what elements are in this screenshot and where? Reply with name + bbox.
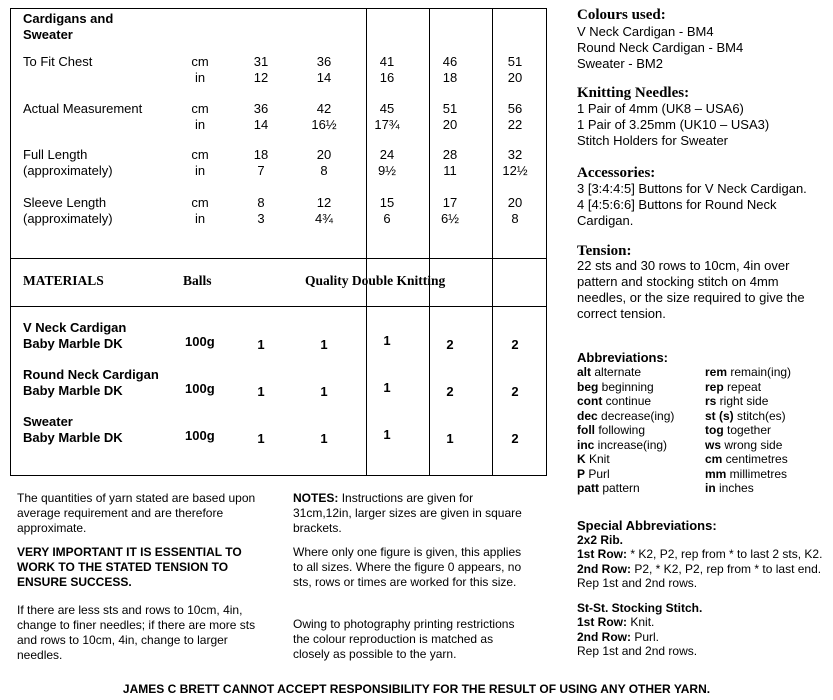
- materials-label: MATERIALS: [23, 273, 104, 288]
- abbreviation-meaning: repeat: [723, 379, 762, 394]
- colour-line: V Neck Cardigan - BM4: [577, 24, 714, 39]
- size-unit: in: [194, 211, 206, 226]
- size-value: 18: [442, 70, 458, 85]
- needles-list: [577, 101, 769, 149]
- size-value: 12: [316, 195, 332, 210]
- abbreviation-item: [577, 630, 659, 645]
- size-value: 12: [253, 70, 269, 85]
- size-value: 18: [253, 147, 269, 162]
- colour-line: Round Neck Cardigan - BM4: [577, 40, 744, 55]
- material-weight: 100g: [185, 381, 215, 396]
- abbreviations-heading: Abbreviations:: [577, 350, 669, 365]
- size-row-label: To Fit Chest: [23, 54, 93, 69]
- ball-count: 1: [320, 337, 328, 352]
- abbreviation-item: [705, 423, 791, 438]
- size-value: 36: [316, 54, 332, 69]
- abbreviation-item: [705, 452, 791, 467]
- abbreviation-meaning: continue: [602, 394, 652, 408]
- abbreviation-term: ws: [705, 437, 722, 452]
- rib-rows: [577, 547, 822, 576]
- abbreviation-meaning: P2, * K2, P2, rep from * to last end.: [631, 561, 822, 576]
- abbreviation-meaning: stitch(es): [733, 408, 786, 423]
- abbreviation-meaning: following: [595, 423, 646, 437]
- abbreviation-item: [577, 452, 674, 467]
- size-value: 31: [253, 54, 269, 69]
- tension-line: 22 sts and 30 rows to 10cm, 4in over: [577, 258, 790, 273]
- ball-count: 1: [257, 431, 265, 446]
- abbreviation-meaning: right side: [716, 394, 769, 408]
- size-value: 32: [507, 147, 523, 162]
- size-value: 45: [379, 101, 395, 116]
- rib-title: 2x2 Rib.: [577, 533, 624, 547]
- balls-label: Balls: [183, 273, 212, 288]
- material-yarn: Baby Marble DK: [23, 383, 123, 398]
- size-value: 16½: [311, 117, 337, 132]
- size-unit: cm: [191, 54, 209, 69]
- abbreviation-term: 2nd Row:: [577, 561, 631, 576]
- tension-text: [577, 258, 805, 322]
- ball-count: 2: [446, 384, 454, 399]
- abbreviation-item: [577, 547, 822, 562]
- notes-label: NOTES:: [293, 491, 339, 505]
- abbreviation-term: cm: [705, 452, 723, 466]
- abbreviation-term: 1st Row:: [577, 547, 628, 561]
- size-value: 8: [257, 195, 265, 210]
- abbreviation-meaning: alternate: [591, 365, 642, 379]
- abbreviation-term: alt: [577, 365, 592, 379]
- ball-count: 1: [257, 384, 265, 399]
- size-unit: in: [194, 117, 206, 132]
- abbreviation-term: cont: [577, 394, 603, 408]
- size-value: 14: [316, 70, 332, 85]
- size-unit: cm: [191, 195, 209, 210]
- abbreviation-item: [577, 438, 674, 453]
- abbreviation-meaning: increase(ing): [594, 437, 668, 452]
- colours-heading: Colours used:: [577, 7, 666, 23]
- abbreviation-item: [705, 467, 791, 482]
- size-value: 8: [511, 211, 519, 226]
- footer-disclaimer: JAMES C BRETT CANNOT ACCEPT RESPONSIBILITY FOR THE RESULT OF USING ANY OTHER YARN.: [122, 682, 711, 696]
- abbreviation-term: rem: [705, 365, 728, 379]
- size-row-label: Full Length (approximately): [23, 147, 113, 178]
- ball-count: 1: [383, 333, 391, 348]
- abbreviation-term: in: [705, 481, 716, 495]
- colours-list: [577, 24, 743, 72]
- rib-repeat: Rep 1st and 2nd rows.: [577, 576, 698, 590]
- material-yarn: Baby Marble DK: [23, 430, 123, 445]
- size-value: 20: [442, 117, 458, 132]
- stocking-stitch-repeat: Rep 1st and 2nd rows.: [577, 644, 698, 658]
- size-unit: in: [194, 70, 206, 85]
- ball-count: 1: [383, 380, 391, 395]
- ball-count: 1: [257, 337, 265, 352]
- needle-line: Stitch Holders for Sweater: [577, 133, 729, 148]
- abbreviation-item: [705, 380, 791, 395]
- abbreviations-left: [577, 365, 674, 496]
- size-value: 20: [507, 70, 523, 85]
- size-value: 46: [442, 54, 458, 69]
- material-name: Round Neck Cardigan: [23, 367, 159, 382]
- yarn-quality-label: Quality Double Knitting: [305, 273, 446, 288]
- note-photography: Owing to photography printing restrictions the colour reproduction is matched as closely as possible to the yarn.: [293, 617, 515, 661]
- stocking-stitch-rows: [577, 615, 659, 644]
- abbreviation-meaning: Knit.: [627, 615, 655, 629]
- abbreviation-term: foll: [577, 423, 595, 437]
- abbreviation-item: [577, 409, 674, 424]
- abbreviation-term: K: [577, 452, 586, 466]
- abbreviation-term: beg: [577, 379, 599, 394]
- material-weight: 100g: [185, 428, 215, 443]
- size-value: 42: [316, 101, 332, 116]
- needle-line: 1 Pair of 3.25mm (UK10 – USA3): [577, 117, 770, 132]
- size-row-label: Sleeve Length (approximately): [23, 195, 113, 226]
- material-yarn: Baby Marble DK: [23, 336, 123, 351]
- table-divider: [11, 306, 546, 307]
- size-value: 20: [507, 195, 523, 210]
- abbreviation-meaning: Knit: [585, 452, 610, 466]
- abbreviation-meaning: wrong side: [721, 437, 783, 452]
- abbreviation-item: [577, 562, 822, 577]
- accessory-line: 4 [4:5:6:6] Buttons for Round Neck: [577, 197, 777, 212]
- accessory-line: 3 [3:4:4:5] Buttons for V Neck Cardigan.: [577, 181, 807, 196]
- size-value: 16: [379, 70, 395, 85]
- ball-count: 1: [320, 431, 328, 446]
- size-value: 4¾: [314, 211, 334, 226]
- ball-count: 2: [446, 337, 454, 352]
- ball-count: 1: [446, 431, 454, 446]
- abbreviation-item: [577, 365, 674, 380]
- abbreviation-meaning: * K2, P2, rep from * to last 2 sts, K2.: [627, 547, 823, 561]
- abbreviation-term: rs: [705, 394, 717, 408]
- ball-count: 2: [511, 431, 519, 446]
- ball-count: 1: [383, 427, 391, 442]
- size-value: 41: [379, 54, 395, 69]
- abbreviation-item: [577, 467, 674, 482]
- abbreviation-meaning: pattern: [599, 481, 640, 495]
- size-value: 36: [253, 101, 269, 116]
- abbreviation-meaning: millimetres: [726, 466, 788, 481]
- abbreviation-item: [577, 423, 674, 438]
- needle-line: 1 Pair of 4mm (UK8 – USA6): [577, 101, 744, 116]
- abbreviation-term: mm: [705, 466, 727, 481]
- size-value: 3: [257, 211, 265, 226]
- size-unit: in: [194, 163, 206, 178]
- accessories-list: [577, 181, 807, 229]
- abbreviation-meaning: Purl.: [631, 629, 660, 644]
- note-sizes-text: Instructions are given for 31cm,12in, larger sizes are given in square brackets.: [293, 491, 522, 535]
- abbreviation-item: [705, 365, 791, 380]
- abbreviation-item: [577, 481, 674, 496]
- abbreviation-item: [705, 409, 791, 424]
- ball-count: 2: [511, 337, 519, 352]
- size-value: 8: [320, 163, 328, 178]
- special-abbreviations-heading: Special Abbreviations:: [577, 518, 717, 533]
- abbreviation-term: P: [577, 466, 586, 481]
- stocking-stitch-title: St-St. Stocking Stitch.: [577, 601, 703, 615]
- table-divider: [11, 258, 546, 259]
- abbreviation-meaning: centimetres: [722, 452, 788, 466]
- abbreviation-term: st (s): [705, 408, 734, 423]
- tension-line: correct tension.: [577, 306, 666, 321]
- size-value: 24: [379, 147, 395, 162]
- size-value: 17¾: [374, 117, 400, 132]
- abbreviations-right: [705, 365, 791, 496]
- abbreviation-item: [577, 394, 674, 409]
- size-value: 14: [253, 117, 269, 132]
- abbreviation-term: tog: [705, 423, 724, 437]
- material-name: Sweater: [23, 414, 73, 429]
- ball-count: 2: [511, 384, 519, 399]
- abbreviation-item: [705, 481, 791, 496]
- size-row-label: Actual Measurement: [23, 101, 143, 116]
- abbreviation-term: patt: [577, 481, 599, 495]
- size-value: 12½: [502, 163, 528, 178]
- needles-heading: Knitting Needles:: [577, 85, 690, 101]
- size-value: 20: [316, 147, 332, 162]
- abbreviation-term: rep: [705, 379, 724, 394]
- material-name: V Neck Cardigan: [23, 320, 127, 335]
- size-value: 51: [507, 54, 523, 69]
- size-value: 17: [442, 195, 458, 210]
- abbreviation-meaning: beginning: [598, 379, 654, 394]
- size-value: 15: [379, 195, 395, 210]
- tension-heading: Tension:: [577, 243, 632, 259]
- abbreviation-item: [577, 615, 659, 630]
- note-sizes: [293, 491, 528, 536]
- ball-count: 1: [320, 384, 328, 399]
- abbreviation-term: inc: [577, 437, 595, 452]
- note-figures: Where only one figure is given, this applies to all sizes. Where the figure 0 appears, no sts, rows or times are worked for this size.: [293, 545, 522, 589]
- abbreviation-item: [705, 394, 791, 409]
- tension-line: needles, or the size required to give the: [577, 290, 805, 305]
- accessories-heading: Accessories:: [577, 165, 656, 181]
- accessory-line: Cardigan.: [577, 213, 634, 228]
- colour-line: Sweater - BM2: [577, 56, 663, 71]
- size-value: 9½: [377, 163, 397, 178]
- size-value: 51: [442, 101, 458, 116]
- abbreviation-meaning: together: [723, 423, 772, 437]
- size-unit: cm: [191, 101, 209, 116]
- abbreviation-meaning: inches: [715, 481, 754, 495]
- abbreviation-meaning: decrease(ing): [597, 408, 675, 423]
- abbreviation-term: 1st Row:: [577, 615, 628, 629]
- abbreviation-item: [705, 438, 791, 453]
- size-value: 6: [383, 211, 391, 226]
- abbreviation-item: [577, 380, 674, 395]
- size-unit: cm: [191, 147, 209, 162]
- size-value: 28: [442, 147, 458, 162]
- note-needle-change: If there are less sts and rows to 10cm, 4in, change to finer needles; if there are more sts and rows to 10cm, 4in, change to larger needles.: [17, 603, 256, 662]
- table-title: Cardigans and Sweater: [23, 11, 114, 42]
- note-quantities: The quantities of yarn stated are based upon average requirement and are therefore approximate.: [17, 491, 256, 535]
- size-value: 11: [443, 163, 457, 178]
- size-value: 6½: [440, 211, 460, 226]
- size-value: 7: [257, 163, 265, 178]
- size-value: 22: [507, 117, 523, 132]
- abbreviation-term: dec: [577, 408, 598, 423]
- abbreviation-meaning: remain(ing): [727, 365, 792, 379]
- tension-line: pattern and stocking stitch on 4mm: [577, 274, 779, 289]
- abbreviation-meaning: Purl: [585, 466, 610, 481]
- material-weight: 100g: [185, 334, 215, 349]
- size-value: 56: [507, 101, 523, 116]
- note-tension-warning: VERY IMPORTANT IT IS ESSENTIAL TO WORK TO THE STATED TENSION TO ENSURE SUCCESS.: [17, 545, 242, 589]
- abbreviation-term: 2nd Row:: [577, 629, 631, 644]
